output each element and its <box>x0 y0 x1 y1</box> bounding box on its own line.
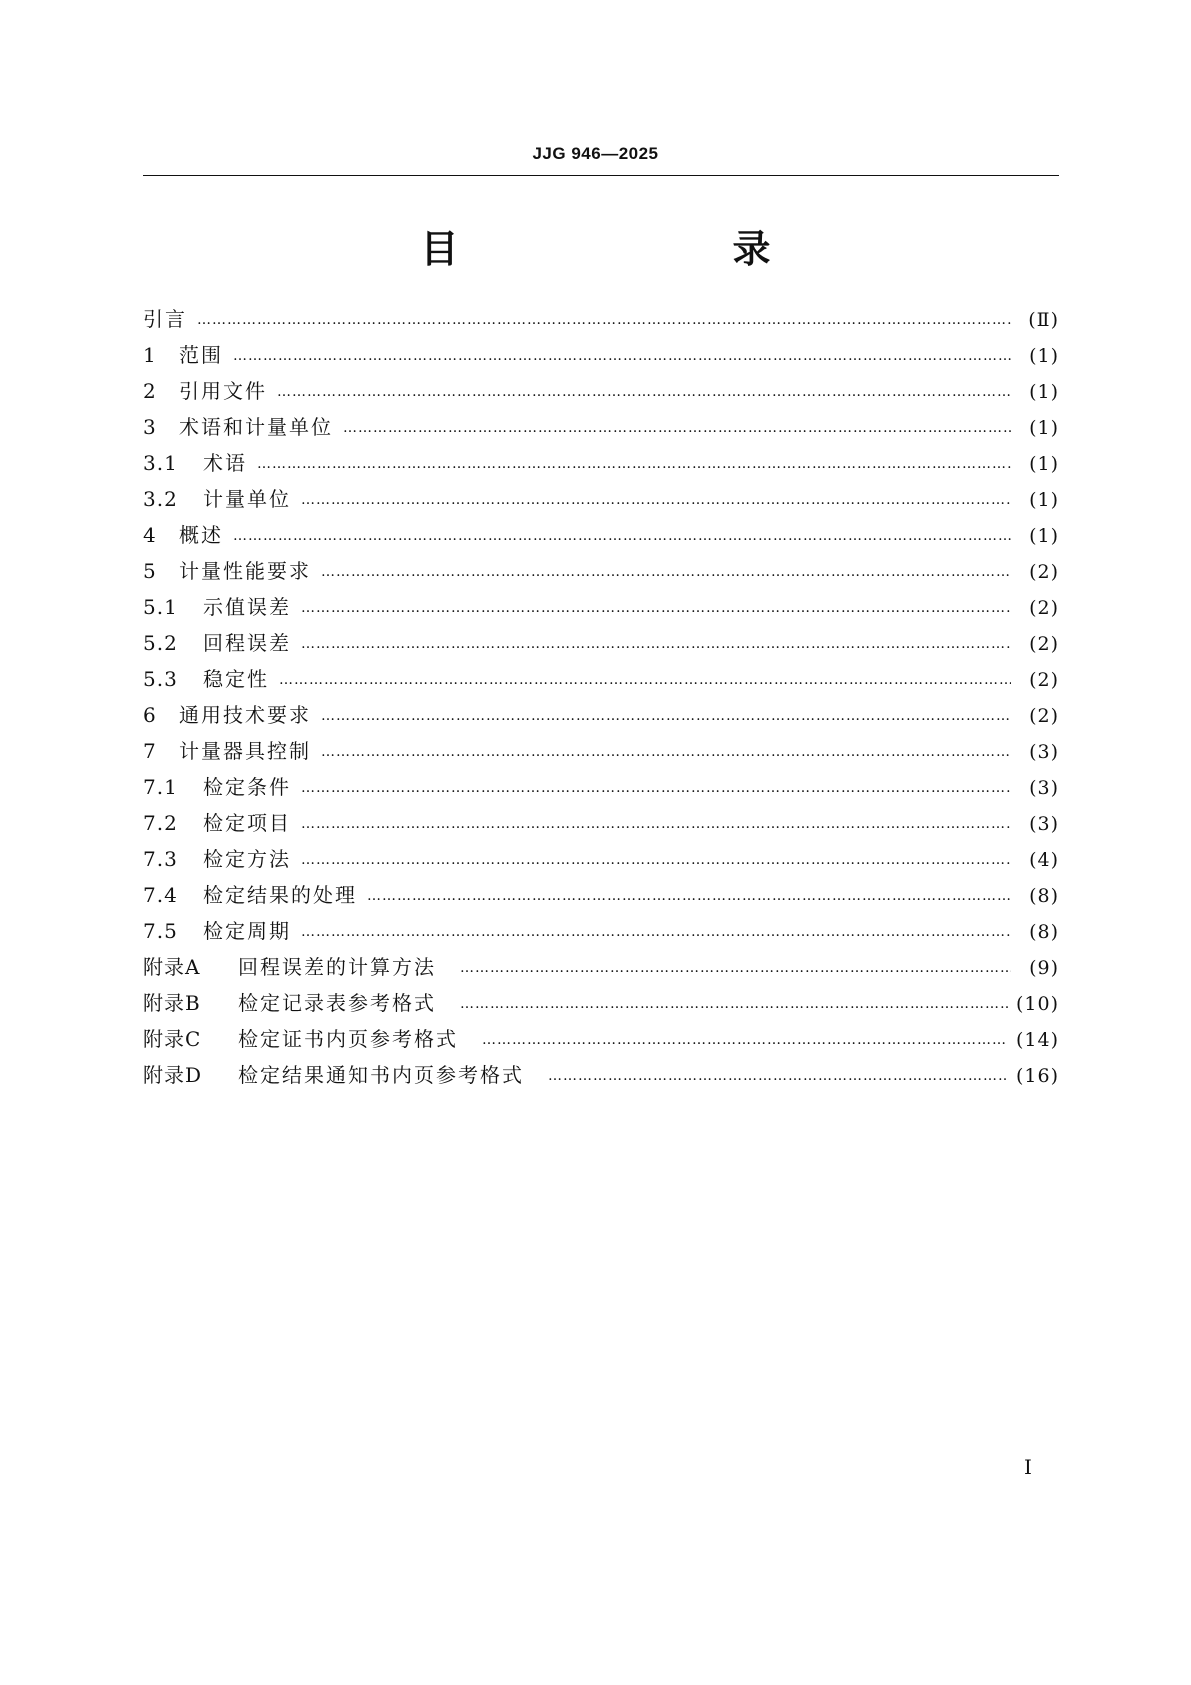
toc-entry-page: (2) <box>1029 561 1059 583</box>
toc-entry[interactable] <box>143 447 1059 483</box>
toc-leader-dots <box>301 924 1011 940</box>
toc-leader-dots <box>460 996 1008 1012</box>
toc-leader-dots <box>548 1068 1008 1084</box>
toc-entry-number: 5.3 <box>143 667 178 691</box>
toc-leader-dots <box>301 636 1011 652</box>
toc-entry-page: (1) <box>1029 345 1059 367</box>
toc-entry-label: 示值误差 <box>203 595 291 619</box>
toc-entry-page: (2) <box>1029 633 1059 655</box>
toc-entry-number: 7.3 <box>143 847 178 871</box>
toc-entry-label: 计量单位 <box>203 487 291 511</box>
toc-entry-label: 术语和计量单位 <box>179 415 333 439</box>
toc-entry-number: 5.2 <box>143 631 178 655</box>
toc-entry-page: (3) <box>1029 777 1059 799</box>
toc-entry[interactable] <box>143 483 1059 519</box>
toc-entry[interactable] <box>143 339 1059 375</box>
table-of-contents <box>143 303 1059 1095</box>
toc-entry[interactable] <box>143 951 1059 987</box>
toc-leader-dots <box>343 420 1011 436</box>
toc-entry-page: (2) <box>1029 669 1059 691</box>
toc-entry-label: 检定记录表参考格式 <box>238 991 436 1015</box>
toc-entry-label: 检定条件 <box>203 775 291 799</box>
toc-entry-number: 4 <box>143 523 157 547</box>
toc-leader-dots <box>301 492 1011 508</box>
toc-leader-dots <box>233 528 1011 544</box>
toc-entry-page: (1) <box>1029 417 1059 439</box>
toc-leader-dots <box>301 852 1011 868</box>
toc-entry-page: (1) <box>1029 489 1059 511</box>
toc-entry[interactable] <box>143 807 1059 843</box>
toc-leader-dots <box>321 744 1011 760</box>
toc-entry-number: 7.5 <box>143 919 178 943</box>
toc-entry-number: 7.4 <box>143 883 178 907</box>
toc-entry-label: 检定方法 <box>203 847 291 871</box>
toc-entry-label: 检定周期 <box>203 919 291 943</box>
toc-entry-number: 7.1 <box>143 775 178 799</box>
toc-leader-dots <box>233 348 1011 364</box>
toc-entry-number: 3.1 <box>143 451 178 475</box>
toc-entry-page: (Ⅱ) <box>1028 309 1059 331</box>
toc-entry-number: 7 <box>143 739 157 763</box>
toc-entry-number: 附录D <box>143 1063 203 1087</box>
toc-leader-dots <box>367 888 1011 904</box>
toc-leader-dots <box>482 1032 1008 1048</box>
header-rule <box>143 175 1059 176</box>
toc-entry-number: 2 <box>143 379 157 403</box>
toc-entry-page: (4) <box>1029 849 1059 871</box>
toc-entry-label: 回程误差 <box>203 631 291 655</box>
toc-leader-dots <box>321 564 1011 580</box>
toc-entry-page: (1) <box>1029 381 1059 403</box>
toc-entry-label: 检定项目 <box>203 811 291 835</box>
toc-entry-page: (2) <box>1029 705 1059 727</box>
toc-entry[interactable] <box>143 987 1059 1023</box>
toc-entry-label: 范围 <box>179 343 223 367</box>
toc-entry[interactable] <box>143 627 1059 663</box>
toc-entry-number: 3 <box>143 415 157 439</box>
toc-entry-number: 6 <box>143 703 157 727</box>
toc-entry-number: 5 <box>143 559 157 583</box>
toc-entry-page: (1) <box>1029 525 1059 547</box>
toc-entry[interactable] <box>143 735 1059 771</box>
toc-entry-number: 5.1 <box>143 595 178 619</box>
toc-entry-number: 1 <box>143 343 157 367</box>
toc-entry-label: 概述 <box>179 523 223 547</box>
toc-entry[interactable] <box>143 879 1059 915</box>
toc-entry[interactable] <box>143 1023 1059 1059</box>
toc-entry[interactable] <box>143 663 1059 699</box>
toc-entry[interactable] <box>143 519 1059 555</box>
toc-leader-dots <box>460 960 1011 976</box>
toc-entry-label: 检定结果通知书内页参考格式 <box>238 1063 524 1087</box>
toc-entry-label: 回程误差的计算方法 <box>238 955 436 979</box>
toc-leader-dots <box>301 816 1011 832</box>
toc-entry-page: (14) <box>1015 1029 1059 1051</box>
toc-entry-number: 7.2 <box>143 811 178 835</box>
toc-entry-page: (1) <box>1029 453 1059 475</box>
toc-entry-page: (8) <box>1029 921 1059 943</box>
toc-leader-dots <box>277 384 1011 400</box>
toc-entry[interactable] <box>143 771 1059 807</box>
toc-entry-page: (16) <box>1015 1065 1059 1087</box>
toc-entry[interactable] <box>143 555 1059 591</box>
toc-entry-label: 计量性能要求 <box>179 559 311 583</box>
toc-entry-number: 附录C <box>143 1027 202 1051</box>
toc-entry[interactable] <box>143 699 1059 735</box>
toc-entry[interactable] <box>143 1059 1059 1095</box>
toc-entry-label: 检定结果的处理 <box>203 883 357 907</box>
toc-leader-dots <box>301 780 1011 796</box>
toc-entry-page: (3) <box>1029 813 1059 835</box>
toc-entry[interactable] <box>143 843 1059 879</box>
toc-entry-page: (8) <box>1029 885 1059 907</box>
toc-entry[interactable] <box>143 411 1059 447</box>
toc-entry-label: 引用文件 <box>179 379 267 403</box>
toc-entry-label: 稳定性 <box>203 667 269 691</box>
toc-leader-dots <box>257 456 1011 472</box>
toc-entry[interactable] <box>143 591 1059 627</box>
toc-entry-label: 引言 <box>143 307 187 331</box>
toc-entry-number: 附录A <box>143 955 201 979</box>
toc-entry-number: 附录B <box>143 991 201 1015</box>
toc-entry-label: 通用技术要求 <box>179 703 311 727</box>
toc-leader-dots <box>301 600 1011 616</box>
toc-leader-dots <box>197 312 1011 328</box>
toc-entry-label: 术语 <box>203 451 247 475</box>
toc-entry-label: 检定证书内页参考格式 <box>238 1027 458 1051</box>
toc-entry-number: 3.2 <box>143 487 178 511</box>
toc-entry-label: 计量器具控制 <box>179 739 311 763</box>
toc-entry[interactable] <box>143 915 1059 951</box>
page-number: Ⅰ <box>1024 1455 1032 1479</box>
toc-entry-page: (9) <box>1029 957 1059 979</box>
page-title: 目 录 <box>420 227 837 271</box>
toc-entry-page: (2) <box>1029 597 1059 619</box>
toc-leader-dots <box>279 672 1011 688</box>
standard-code: JJG 946—2025 <box>532 144 659 163</box>
toc-entry-page: (3) <box>1029 741 1059 763</box>
toc-entry[interactable] <box>143 375 1059 411</box>
toc-entry-page: (10) <box>1015 993 1059 1015</box>
toc-entry[interactable] <box>143 303 1059 339</box>
toc-leader-dots <box>321 708 1011 724</box>
